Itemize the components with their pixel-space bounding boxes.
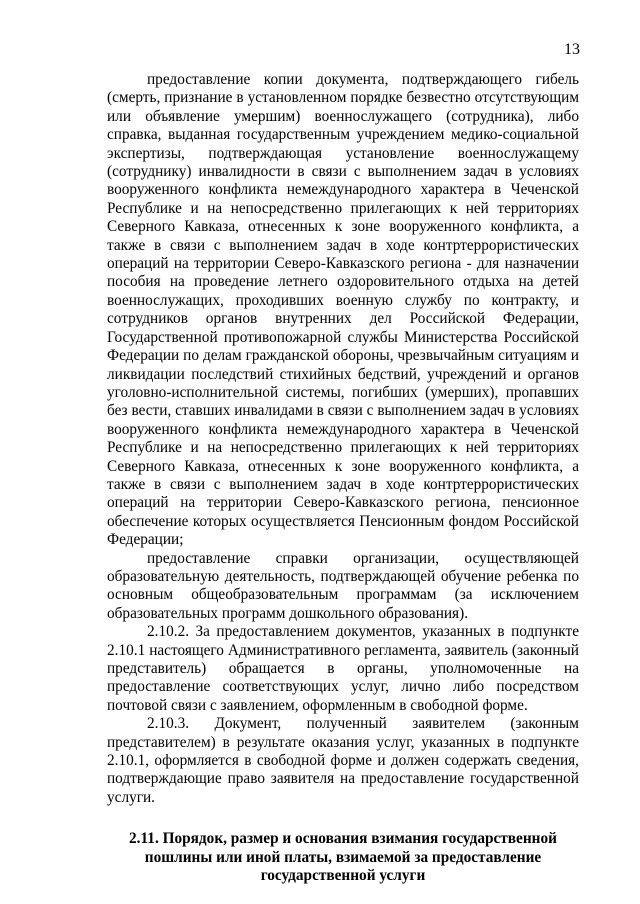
paragraph-2-10-3: 2.10.3. Документ, полученный заявителем (законным представителем) в результате оказания услуг, указанных в подпункте 2.10.1, оформляется в свободной форме и должен содержать сведения, подтверждающие право заявителя на предоставление государственной услуги. <box>107 715 579 806</box>
paragraph-death-document: предоставление копии документа, подтверждающего гибель (смерть, признание в установленном порядке безвестно отсутствующим или объявление умершим) военнослужащего (сотрудника), либо справка, выданная государственным учреждением медико-социальной экспертизы, подтверждающая установление военнослужащему (сотруднику) инвалидности в связи с выполнением задач в условиях вооруженного конфликта немеждународного характера в Чеченской Республике и на непосредственно прилегающих к ней территориях Северного Кавказа, отнесенных к зоне вооруженного конфликта, а также в связи с выполнением задач в ходе контртеррористических операций на территории Северо-Кавказского региона - для назначении пособия на проведение летнего оздоровительного отдыха на детей военнослужащих, проходивших военную службу по контракту, и сотрудников органов внутренних дел Российской Федерации, Государственной противопожарной службы Министерства Российской Федерации по делам гражданской обороны, чрезвычайным ситуациям и ликвидации последствий стихийных бедствий, учреждений и органов уголовно-исполнительной системы, погибших (умерших), пропавших без вести, ставших инвалидами в связи с выполнением задач в условиях вооруженного конфликта немеждународного характера в Чеченской Республике и на непосредственно прилегающих к ней территориях Северного Кавказа, отнесенных к зоне вооруженного конфликта, а также в связи с выполнением задач в ходе контртеррористических операций на территории Северо-Кавказского региона, пенсионное обеспечение которых осуществляется Пенсионным фондом Российской Федерации; <box>107 71 579 549</box>
document-body <box>107 71 579 885</box>
section-heading-2-11: 2.11. Порядок, размер и основания взимания государственной пошлины или иной платы, взимаемой за предоставление государственной услуги <box>129 830 557 885</box>
paragraph-2-10-2: 2.10.2. За предоставлением документов, указанных в подпункте 2.10.1 настоящего Административного регламента, заявитель (законный представитель) обращается в органы, уполномоченные на предоставление соответствующих услуг, лично либо посредством почтовой связи с заявлением, оформленным в свободной форме. <box>107 623 579 714</box>
paragraph-education-certificate: предоставление справки организации, осуществляющей образовательную деятельность, подтверждающей обучение ребенка по основным общеобразовательным программам (за исключением образовательных программ дошкольного образования). <box>107 549 579 622</box>
page-number: 13 <box>564 41 580 58</box>
